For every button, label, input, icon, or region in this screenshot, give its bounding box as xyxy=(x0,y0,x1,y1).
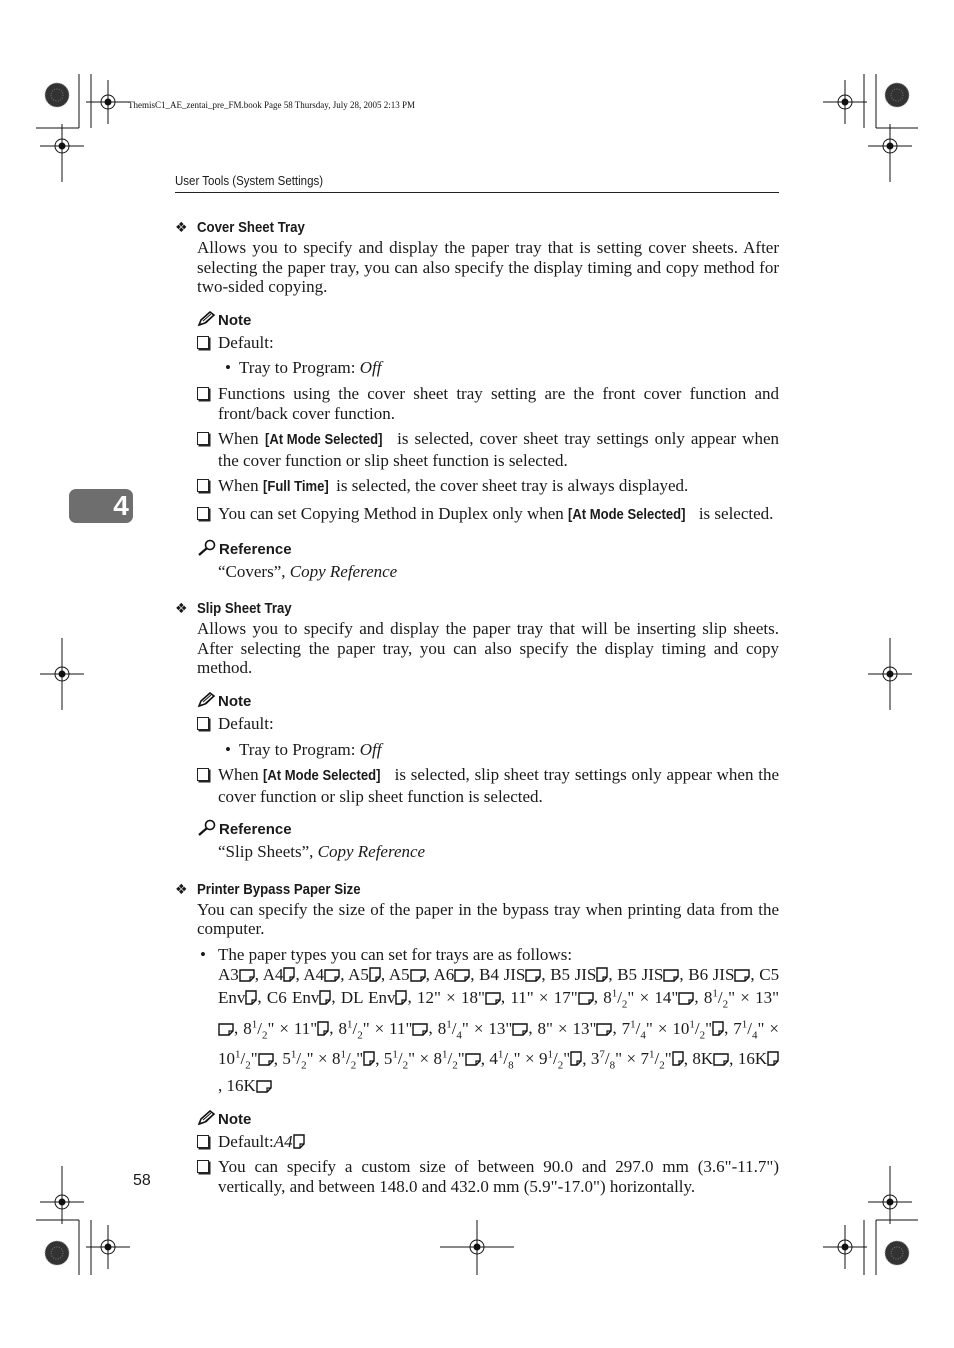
paper-size-item: $7^1/_4$" × $10^1/_2$" xyxy=(622,1019,724,1038)
landscape-paper-icon xyxy=(239,969,255,982)
note-item: Functions using the cover sheet tray setting are the front cover function and front/back cover function. xyxy=(218,384,779,423)
landscape-paper-icon xyxy=(713,1053,729,1066)
full-time-key: [Full Time] xyxy=(262,479,329,496)
landscape-paper-icon xyxy=(465,1053,481,1066)
diamond-bullet-icon: ❖ xyxy=(175,219,188,235)
note-item: When [Full Time] is selected, the cover sheet tray is always displayed. xyxy=(218,476,779,498)
default-setting-item: • Tray to Program: Off xyxy=(225,739,382,759)
section-title-slip-sheet-tray: ❖ Slip Sheet Tray xyxy=(175,597,779,619)
landscape-paper-icon xyxy=(512,1023,528,1036)
landscape-paper-icon xyxy=(663,969,679,982)
paper-size-item: $8^1/_2$" × 14" xyxy=(603,988,694,1007)
reference-heading: Reference xyxy=(197,818,779,842)
section-body: You can specify the size of the paper in the bypass tray when printing data from the computer. xyxy=(197,899,779,939)
portrait-paper-icon xyxy=(317,1021,329,1036)
portrait-paper-icon xyxy=(319,990,331,1005)
paper-size-item: $5^1/_2$" × $8^1/_2$" xyxy=(282,1049,375,1068)
portrait-paper-icon xyxy=(395,990,407,1005)
paper-types-bullet: • The paper types you can set for trays are as follows: A3 , A4 , A4 , A5 , A5 , A6 , B4 JIS , B5 JIS , B5 JIS , B6 JIS , C5 Env , C6 Env , DL Env , 12" × 18" , 11" × 17" , $8^1/_2$" × 14" , $8^1/_2$" × 13", $8^1/_2$" × 11" , $8^1/_2$" × 11" , $8^1/_4$" × 13" , 8" × 13" , $7^1/_4$" × $10^1/_2$" , $7^1/_4$" × $10^1/_2$" , $5^1/_2$" × $8^1/_2$" , $5^1/_2$" × $8^1/_2$" , $4^1/_8$" × $9^1/_2$" , $3^7/_8$" × $7^1/_2$" , 8K , 16K, 16K xyxy=(200,945,780,1096)
portrait-paper-icon xyxy=(570,1051,582,1066)
pencil-icon xyxy=(197,692,216,708)
section-body: Allows you to specify and display the paper tray that is setting cover sheets. After selecting the paper tray, you can also specify the display timing and copy method for two-sided copying. xyxy=(197,238,779,297)
note-heading: Note xyxy=(197,1108,779,1132)
landscape-paper-icon xyxy=(678,992,694,1005)
checkbox-square-icon xyxy=(197,1135,209,1148)
paper-size-item: 11" × 17" xyxy=(510,988,593,1007)
portrait-paper-icon xyxy=(283,967,295,982)
landscape-paper-icon xyxy=(485,992,501,1005)
note-heading: Note xyxy=(197,309,779,333)
checkbox-square-icon xyxy=(197,387,209,400)
at-mode-selected-key: [At Mode Selected] xyxy=(264,432,383,449)
checkbox-square-icon xyxy=(197,507,209,520)
page-number: 58 xyxy=(133,1172,151,1189)
paper-size-item: $7^1/_4$" × $10^1/_2$" xyxy=(218,1017,780,1072)
paper-size-item: $8^1/_2$" × 11" xyxy=(338,1019,428,1038)
paper-size-item: A4 xyxy=(263,965,296,984)
note-item: You can specify a custom size of between 90.0 and 297.0 mm (3.6"-11.7") vertically, and between 148.0 and 432.0 mm (5.9"-17.0") horizontally. xyxy=(218,1157,779,1196)
running-head: User Tools (System Settings) xyxy=(175,174,324,188)
landscape-paper-icon xyxy=(412,1023,428,1036)
default-setting-item: • Tray to Program: Off xyxy=(225,358,382,378)
checkbox-square-icon xyxy=(197,717,209,730)
paper-size-item: 8K xyxy=(692,1049,729,1068)
landscape-paper-icon xyxy=(734,969,750,982)
paper-size-item: $4^1/_8$" × $9^1/_2$" xyxy=(489,1049,582,1068)
at-mode-selected-key: [At Mode Selected] xyxy=(263,768,381,785)
paper-size-item: B5 JIS xyxy=(617,965,679,984)
magnifier-icon xyxy=(197,539,217,556)
checkbox-square-icon xyxy=(197,1160,209,1173)
landscape-paper-icon xyxy=(525,969,541,982)
paper-size-list: A3 , A4 , A4 , A5 , A5 , A6 , B4 JIS , B5 JIS , B5 JIS , B6 JIS , C5 Env , C6 Env , DL Env , 12" × 18" , 11" × 17" , $8^1/_2$" × 14" , $8^1/_2$" × 13", $8^1/_2$" × 11" , $8^1/_2$" × 11" , $8^1/_4$" × 13" , 8" × 13" , $7^1/_4$" × $10^1/_2$" , $7^1/_4$" × $10^1/_2$" , $5^1/_2$" × $8^1/_2$" , $5^1/_2$" × $8^1/_2$" , $4^1/_8$" × $9^1/_2$" , $3^7/_8$" × $7^1/_2$" , 8K , 16K, 16K xyxy=(218,964,780,1096)
magnifier-icon xyxy=(197,819,217,836)
portrait-paper-icon xyxy=(672,1051,684,1066)
section-title-printer-bypass-paper-size: ❖ Printer Bypass Paper Size xyxy=(175,878,779,900)
portrait-paper-icon xyxy=(767,1051,779,1066)
portrait-paper-icon xyxy=(712,1021,724,1036)
landscape-paper-icon xyxy=(454,969,470,982)
reference-text: “Covers”, Copy Reference xyxy=(218,561,398,581)
paper-size-item: 16K xyxy=(738,1049,779,1068)
checkbox-square-icon xyxy=(197,432,209,445)
landscape-paper-icon xyxy=(578,992,594,1005)
note-item: You can set Copying Method in Duplex only when [At Mode Selected] is selected. xyxy=(218,504,779,526)
section-body: Allows you to specify and display the paper tray that will be inserting slip sheets. After selecting the paper tray, you can also specify the display timing and copy method. xyxy=(197,619,779,678)
paper-size-item: 8" × 13" xyxy=(538,1019,613,1038)
paper-size-item: B4 JIS xyxy=(479,965,541,984)
chapter-number: 4 xyxy=(113,490,129,521)
landscape-paper-icon xyxy=(218,1023,234,1036)
paper-size-item: A6 xyxy=(434,965,471,984)
portrait-paper-icon xyxy=(369,967,381,982)
diamond-bullet-icon: ❖ xyxy=(175,880,188,897)
paper-size-item: 16K xyxy=(227,1076,272,1095)
paper-size-item: $8^1/_2$" × 11" xyxy=(243,1019,329,1038)
chapter-tab xyxy=(69,489,133,523)
paper-size-item: $8^1/_4$" × 13" xyxy=(438,1019,529,1038)
page-content xyxy=(175,216,779,1197)
at-mode-selected-key: [At Mode Selected] xyxy=(568,506,686,523)
paper-size-item: C5 Env xyxy=(218,964,780,1007)
landscape-paper-icon xyxy=(256,1080,272,1093)
landscape-paper-icon xyxy=(324,969,340,982)
book-file-info: ThemisC1_AE_zentai_pre_FM.book Page 58 Thursday, July 28, 2005 2:13 PM xyxy=(128,100,415,110)
note-heading: Note xyxy=(197,690,779,714)
portrait-paper-icon xyxy=(245,990,257,1005)
pencil-icon xyxy=(197,311,216,327)
paper-size-item: $8^1/_2$" × 13" xyxy=(218,988,779,1038)
paper-size-item: A5 xyxy=(389,965,426,984)
note-item: Default:A4 xyxy=(218,1132,779,1152)
reference-text: “Slip Sheets”, Copy Reference xyxy=(218,842,426,862)
paper-size-item: 12" × 18" xyxy=(417,988,501,1007)
paper-size-item: B6 JIS xyxy=(688,965,750,984)
landscape-paper-icon xyxy=(258,1053,274,1066)
pencil-icon xyxy=(197,1110,216,1126)
landscape-paper-icon xyxy=(596,1023,612,1036)
default-paper-size: A4 xyxy=(273,1131,293,1151)
portrait-paper-icon xyxy=(363,1051,375,1066)
paper-size-item: A3 xyxy=(218,965,255,984)
portrait-paper-icon xyxy=(596,967,608,982)
paper-size-item: A4 xyxy=(303,965,340,984)
paper-size-item: $3^7/_8$" × $7^1/_2$" xyxy=(591,1049,684,1068)
checkbox-square-icon xyxy=(197,336,209,349)
paper-size-item: C6 Env xyxy=(267,988,331,1007)
checkbox-square-icon xyxy=(197,768,209,781)
reference-heading: Reference xyxy=(197,538,779,562)
note-item: When [At Mode Selected] is selected, cover sheet tray settings only appear when the cover function or slip sheet function is selected. xyxy=(218,429,779,470)
checkbox-square-icon xyxy=(197,479,209,492)
paper-size-item: B5 JIS xyxy=(550,965,608,984)
paper-size-item: $5^1/_2$" × $8^1/_2$" xyxy=(384,1049,481,1068)
portrait-paper-icon xyxy=(293,1134,305,1149)
diamond-bullet-icon: ❖ xyxy=(175,600,188,617)
paper-size-item: DL Env xyxy=(341,988,408,1007)
note-item: Default: xyxy=(218,333,779,353)
paper-size-item: A5 xyxy=(348,965,381,984)
note-item: When [At Mode Selected] is selected, slip sheet tray settings only appear when the cover function or slip sheet function is selected. xyxy=(218,765,779,806)
landscape-paper-icon xyxy=(410,969,426,982)
note-item: Default: xyxy=(218,714,779,734)
header-rule xyxy=(175,192,779,193)
section-title-cover-sheet-tray: ❖ Cover Sheet Tray xyxy=(175,216,779,238)
